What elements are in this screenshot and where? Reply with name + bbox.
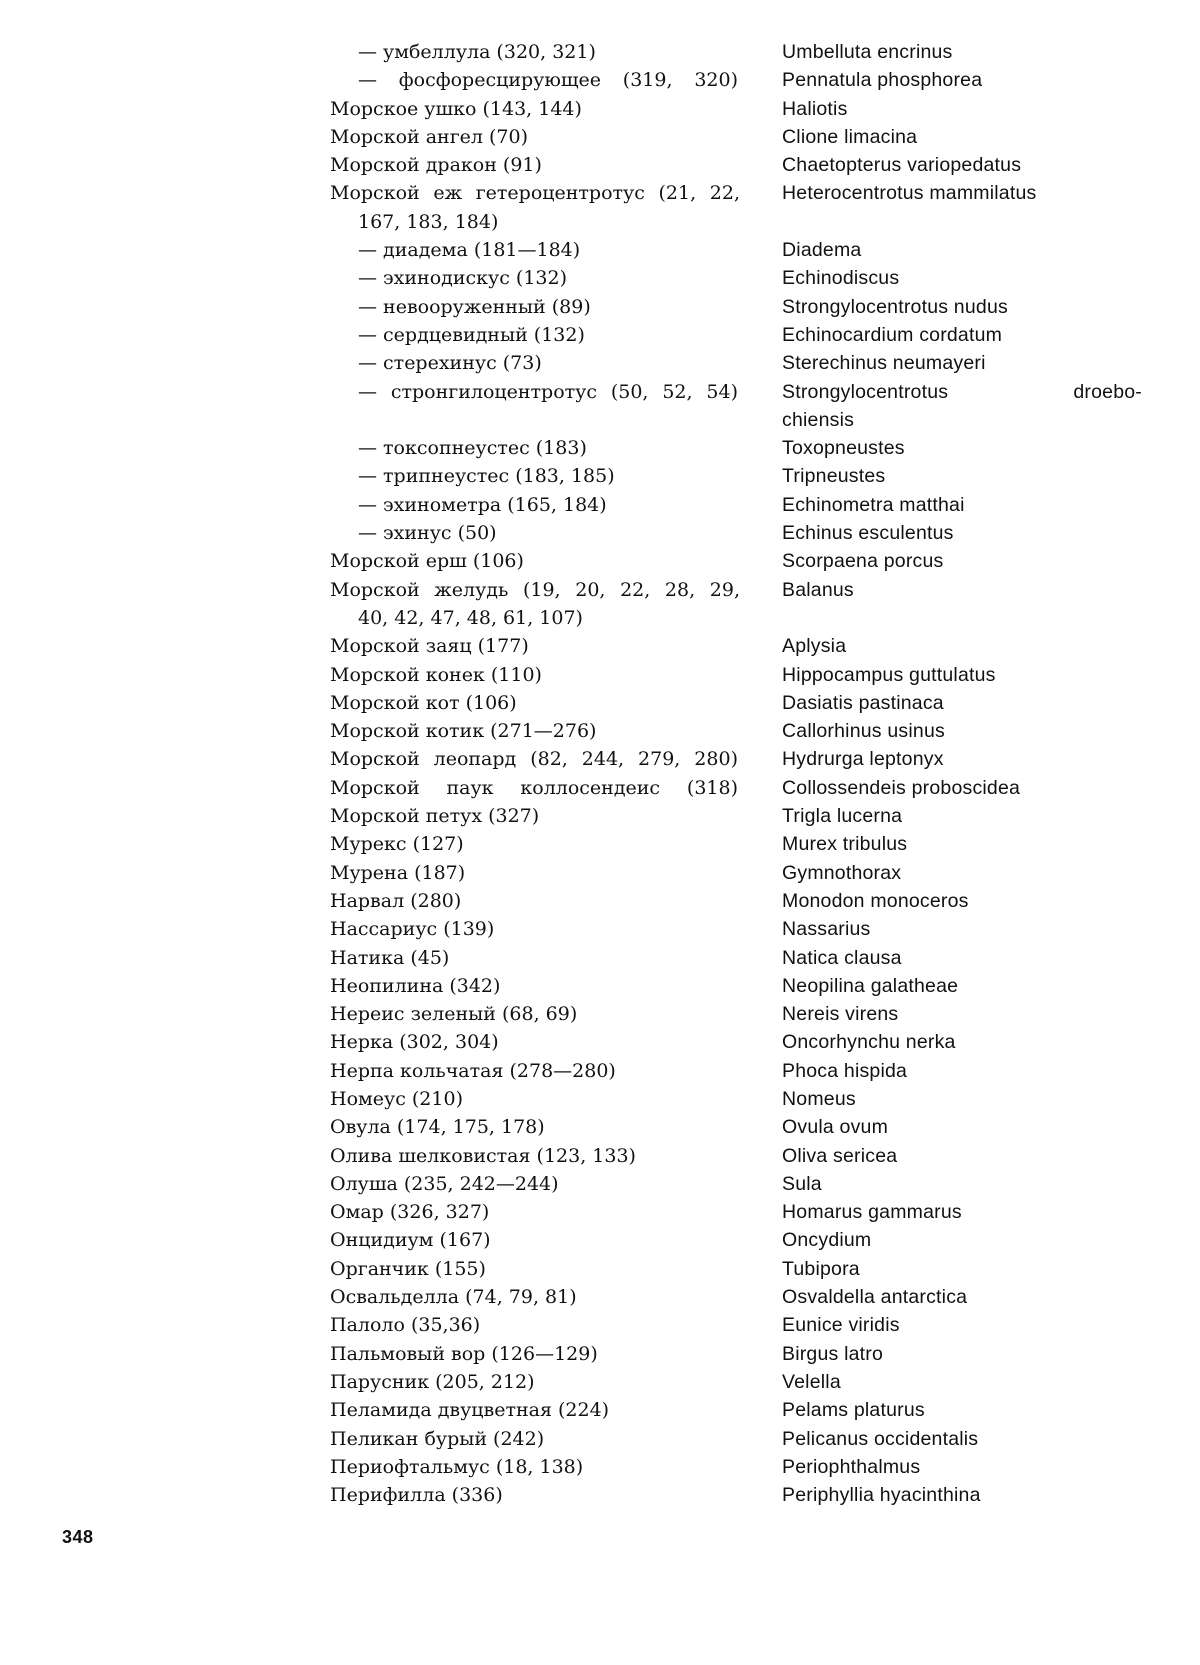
- russian-name: Нарвал (280): [330, 887, 740, 915]
- russian-name: Органчик (155): [330, 1255, 740, 1283]
- index-entry: [330, 378, 1160, 435]
- latin-name: Ovula ovum: [782, 1113, 1162, 1141]
- russian-name: Парусник (205, 212): [330, 1368, 740, 1396]
- latin-name: Tripneustes: [782, 462, 1162, 490]
- russian-name: Мурена (187): [330, 859, 740, 887]
- russian-name: Пеликан бурый (242): [330, 1425, 740, 1453]
- latin-name: Neopilina galatheae: [782, 972, 1162, 1000]
- index-entry: [330, 887, 1160, 915]
- russian-name: Онцидиум (167): [330, 1226, 740, 1254]
- latin-name: Nomeus: [782, 1085, 1162, 1113]
- russian-name: Морской ерш (106): [330, 547, 740, 575]
- latin-name: Pelicanus occidentalis: [782, 1425, 1162, 1453]
- index-entry: [330, 1226, 1160, 1254]
- russian-name: Олива шелковистая (123, 133): [330, 1142, 740, 1170]
- latin-name: Pelams platurus: [782, 1396, 1162, 1424]
- index-entry: [330, 717, 1160, 745]
- russian-name: Морской кот (106): [330, 689, 740, 717]
- index-entry: [330, 123, 1160, 151]
- index-entry: [330, 1000, 1160, 1028]
- latin-name: Oncorhynchu nerka: [782, 1028, 1162, 1056]
- latin-name: Hippocampus guttulatus: [782, 661, 1162, 689]
- index-entry: [330, 915, 1160, 943]
- latin-name: Velella: [782, 1368, 1162, 1396]
- index-entry: [330, 1113, 1160, 1141]
- index-entry: [330, 661, 1160, 689]
- russian-name: Морской конек (110): [330, 661, 740, 689]
- index-entry: [330, 576, 1160, 633]
- russian-name: [330, 576, 740, 633]
- latin-name: Periophthalmus: [782, 1453, 1162, 1481]
- latin-name: Echinocardium cordatum: [782, 321, 1162, 349]
- russian-name: Номеус (210): [330, 1085, 740, 1113]
- russian-name: Пеламида двуцветная (224): [330, 1396, 740, 1424]
- russian-name: Морской петух (327): [330, 802, 740, 830]
- index-entry: [330, 1028, 1160, 1056]
- latin-name: Tubipora: [782, 1255, 1162, 1283]
- latin-name: Echinus esculentus: [782, 519, 1162, 547]
- index-entry: [330, 547, 1160, 575]
- index-entry: [330, 151, 1160, 179]
- russian-name: Морской заяц (177): [330, 632, 740, 660]
- latin-name: Sula: [782, 1170, 1162, 1198]
- russian-name: — стерехинус (73): [358, 349, 740, 377]
- latin-name: Heterocentrotus mammilatus: [782, 179, 1162, 207]
- russian-name: — умбеллула (320, 321): [358, 38, 740, 66]
- latin-name: Birgus latro: [782, 1340, 1162, 1368]
- index-entry: [330, 519, 1160, 547]
- latin-name: Pennatula phosphorea: [782, 66, 1162, 94]
- index-entry: [330, 66, 1160, 94]
- latin-name: Gymnothorax: [782, 859, 1162, 887]
- latin-name: Natica clausa: [782, 944, 1162, 972]
- russian-name: — стронгилоцентротус (50, 52, 54): [358, 378, 738, 406]
- latin-name: Scorpaena porcus: [782, 547, 1162, 575]
- latin-name: Callorhinus usinus: [782, 717, 1162, 745]
- russian-name: Периофтальмус (18, 138): [330, 1453, 740, 1481]
- latin-name: Echinodiscus: [782, 264, 1162, 292]
- russian-name: Олуша (235, 242—244): [330, 1170, 740, 1198]
- latin-name: Periphyllia hyacinthina: [782, 1481, 1162, 1509]
- index-entry: [330, 689, 1160, 717]
- index-entry: [330, 1396, 1160, 1424]
- russian-name: Нерпа кольчатая (278—280): [330, 1057, 740, 1085]
- russian-name: Освальделла (74, 79, 81): [330, 1283, 740, 1311]
- index-entry: [330, 1425, 1160, 1453]
- russian-name: — эхинус (50): [358, 519, 740, 547]
- russian-name: Нерка (302, 304): [330, 1028, 740, 1056]
- russian-name: Морской паук коллосендеис (318): [330, 774, 738, 802]
- index-page: [0, 0, 1200, 1665]
- russian-name: Морской ангел (70): [330, 123, 740, 151]
- russian-name: — диадема (181—184): [358, 236, 740, 264]
- index-entry: [330, 1142, 1160, 1170]
- page-number: 348: [62, 1527, 94, 1548]
- russian-name: Морской леопард (82, 244, 279, 280): [330, 745, 738, 773]
- russian-name: Морской котик (271—276): [330, 717, 740, 745]
- latin-name: Echinometra matthai: [782, 491, 1162, 519]
- index-entry: [330, 349, 1160, 377]
- latin-name: Strongylocentrotus nudus: [782, 293, 1162, 321]
- index-entry: [330, 1453, 1160, 1481]
- latin-name: Aplysia: [782, 632, 1162, 660]
- latin-name: Diadema: [782, 236, 1162, 264]
- russian-name: Пальмовый вор (126—129): [330, 1340, 740, 1368]
- index-entry: [330, 321, 1160, 349]
- latin-name: Chaetopterus variopedatus: [782, 151, 1162, 179]
- index-entry: [330, 38, 1160, 66]
- latin-name: Oncydium: [782, 1226, 1162, 1254]
- russian-name: Неопилина (342): [330, 972, 740, 1000]
- russian-name: — невооруженный (89): [358, 293, 740, 321]
- latin-name: Eunice viridis: [782, 1311, 1162, 1339]
- latin-name: Collossendeis proboscidea: [782, 774, 1162, 802]
- latin-name-line-2: chiensis: [782, 406, 1162, 434]
- latin-name-line-1: Strongylocentrotus droebo-: [782, 378, 1142, 406]
- russian-name: Омар (326, 327): [330, 1198, 740, 1226]
- latin-name: Osvaldella antarctica: [782, 1283, 1162, 1311]
- latin-name: Nereis virens: [782, 1000, 1162, 1028]
- latin-name: Dasiatis pastinaca: [782, 689, 1162, 717]
- index-entry: [330, 95, 1160, 123]
- russian-name: — трипнеустес (183, 185): [358, 462, 740, 490]
- index-entry: [330, 264, 1160, 292]
- index-entry: [330, 632, 1160, 660]
- russian-name: Морское ушко (143, 144): [330, 95, 740, 123]
- index-entry: [330, 1311, 1160, 1339]
- index-entry: [330, 944, 1160, 972]
- index-entry: [330, 1481, 1160, 1509]
- index-entry: [330, 1340, 1160, 1368]
- latin-name: Murex tribulus: [782, 830, 1162, 858]
- index-entry: [330, 179, 1160, 236]
- russian-name-line-1: Морской еж гетероцентротус (21, 22,: [330, 179, 740, 207]
- latin-name: Umbelluta encrinus: [782, 38, 1162, 66]
- russian-name: Нассариус (139): [330, 915, 740, 943]
- index-entry: [330, 830, 1160, 858]
- index-entry: [330, 1170, 1160, 1198]
- russian-name: Мурекс (127): [330, 830, 740, 858]
- latin-name: Sterechinus neumayeri: [782, 349, 1162, 377]
- index-list: [330, 38, 1160, 1509]
- russian-name: [330, 179, 740, 236]
- russian-name: Нереис зеленый (68, 69): [330, 1000, 740, 1028]
- index-entry: [330, 859, 1160, 887]
- russian-name-line-2: 40, 42, 47, 48, 61, 107): [330, 604, 740, 632]
- latin-name: Oliva sericea: [782, 1142, 1162, 1170]
- latin-name: Monodon monoceros: [782, 887, 1162, 915]
- index-entry: [330, 462, 1160, 490]
- russian-name: Морской дракон (91): [330, 151, 740, 179]
- index-entry: [330, 802, 1160, 830]
- index-entry: [330, 1085, 1160, 1113]
- index-entry: [330, 1057, 1160, 1085]
- russian-name: — эхинометра (165, 184): [358, 491, 740, 519]
- index-entry: [330, 434, 1160, 462]
- russian-name-line-1: Морской желудь (19, 20, 22, 28, 29,: [330, 576, 740, 604]
- index-entry: [330, 745, 1160, 773]
- latin-name: Clione limacina: [782, 123, 1162, 151]
- index-entry: [330, 1255, 1160, 1283]
- index-entry: [330, 972, 1160, 1000]
- latin-name: Haliotis: [782, 95, 1162, 123]
- index-entry: [330, 1283, 1160, 1311]
- latin-name: Nassarius: [782, 915, 1162, 943]
- russian-name: Палоло (35,36): [330, 1311, 740, 1339]
- index-entry: [330, 1368, 1160, 1396]
- latin-name: Homarus gammarus: [782, 1198, 1162, 1226]
- russian-name: Натика (45): [330, 944, 740, 972]
- latin-name: Toxopneustes: [782, 434, 1162, 462]
- russian-name: — фосфоресцирующее (319, 320): [358, 66, 738, 94]
- latin-name: [782, 378, 1162, 435]
- index-entry: [330, 774, 1160, 802]
- russian-name-line-2: 167, 183, 184): [330, 208, 740, 236]
- latin-name: Hydrurga leptonyx: [782, 745, 1162, 773]
- russian-name: — сердцевидный (132): [358, 321, 740, 349]
- latin-name: Trigla lucerna: [782, 802, 1162, 830]
- index-entry: [330, 236, 1160, 264]
- latin-name: Phoca hispida: [782, 1057, 1162, 1085]
- russian-name: Овула (174, 175, 178): [330, 1113, 740, 1141]
- russian-name: — эхинодискус (132): [358, 264, 740, 292]
- index-entry: [330, 293, 1160, 321]
- latin-name: Balanus: [782, 576, 1162, 604]
- index-entry: [330, 1198, 1160, 1226]
- russian-name: — токсопнеустес (183): [358, 434, 740, 462]
- russian-name: Перифилла (336): [330, 1481, 740, 1509]
- index-entry: [330, 491, 1160, 519]
